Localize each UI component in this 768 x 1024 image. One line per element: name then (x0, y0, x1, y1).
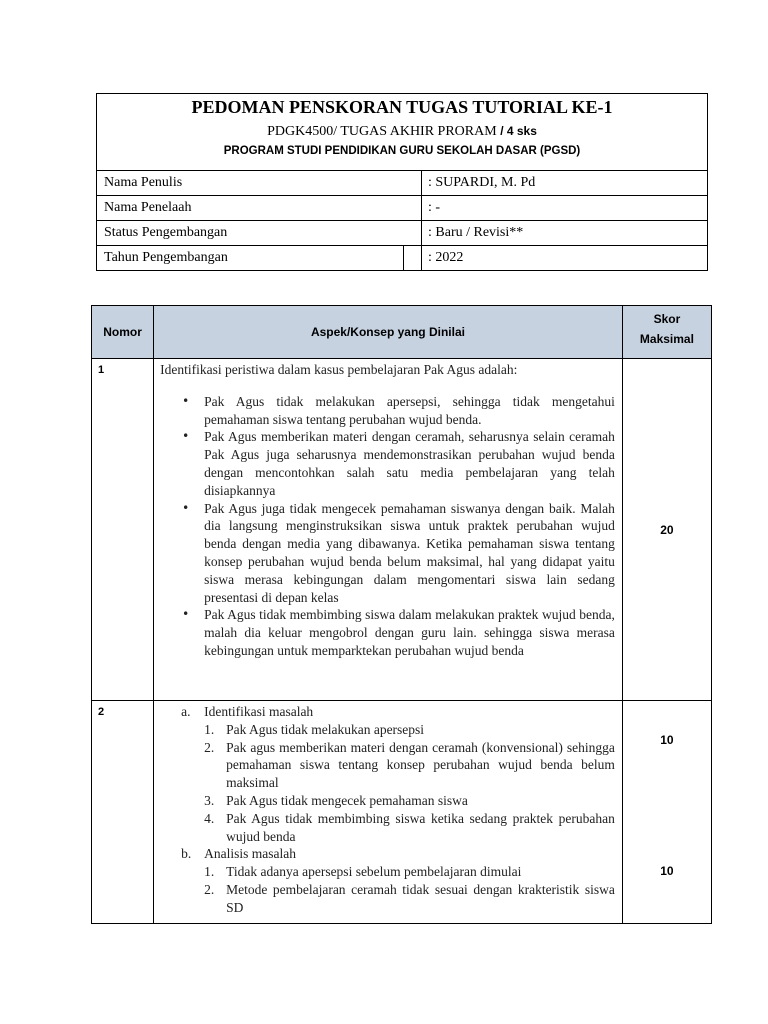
table-row (92, 701, 712, 924)
header-nomor: Nomor (92, 306, 154, 359)
list-item (160, 881, 615, 917)
column-divider (403, 246, 404, 271)
info-label: Tahun Pengembangan (104, 250, 228, 265)
item-number: 2. (204, 881, 215, 897)
item-text: Pak Agus tidak mengecek pemahaman siswa (226, 792, 468, 808)
document-title: PEDOMAN PENSKORAN TUGAS TUTORIAL KE-1 (191, 97, 613, 117)
info-value: : - (428, 200, 441, 215)
list-item (160, 863, 615, 881)
list-item (160, 810, 615, 846)
score-value: 10 (660, 733, 674, 747)
list-item: • Pak Agus tidak melakukan apersepsi, sehingga tidak mengetahui pemahaman siswa tentang perubahan wujud benda. (160, 393, 615, 429)
column-divider (421, 196, 422, 220)
header-aspek: Aspek/Konsep yang Dinilai (154, 306, 623, 359)
course-subtitle (97, 122, 707, 141)
info-row-tahun (97, 246, 707, 271)
list-item (160, 721, 615, 739)
item-text: Pak agus memberikan materi dengan ceramah (konvensional) sehingga pemahaman siswa tentang konsep perubahan wujud benda belum maksimal (226, 739, 615, 791)
item-text: Tidak adanya apersepsi sebelum pembelajaran dimulai (226, 864, 522, 880)
section-identifikasi (160, 703, 615, 721)
info-value: : Baru / Revisi** (428, 225, 524, 240)
score-cell (622, 359, 711, 701)
score-value: 20 (660, 522, 674, 537)
info-label: Nama Penulis (104, 175, 183, 190)
numbered-list (160, 863, 615, 916)
course-credits: / 4 sks (500, 124, 537, 138)
column-divider (421, 171, 422, 195)
table-row (92, 359, 712, 701)
section-title: Analisis masalah (204, 846, 296, 862)
section-marker: b. (181, 846, 192, 862)
list-item: • Pak Agus juga tidak mengecek pemahaman siswanya dengan baik. Malah dia langsung menginstruksikan siswa untuk praktek perubahan wujud benda dengan media yang dibawanya. Ketika pemahaman siswa tentang konsep perubahan wujud benda belum maksimal, hal yang didapat yaitu siswa merasa kebingungan dalam mengomentari siswa lain sedang presentasi di depan kelas (160, 500, 615, 607)
row-number: 1 (92, 359, 154, 701)
column-divider (421, 221, 422, 245)
score-value: 10 (660, 864, 674, 878)
list-item (160, 792, 615, 810)
row-intro: Identifikasi peristiwa dalam kasus pembelajaran Pak Agus adalah: (160, 362, 518, 377)
aspect-cell (154, 359, 623, 701)
header-skor-line1: Skor (653, 312, 681, 326)
header-skor-line2: Maksimal (639, 332, 694, 346)
title-area (97, 94, 707, 171)
bullet-list (160, 393, 615, 660)
item-text: Pak Agus tidak melakukan apersepsi (226, 721, 425, 737)
info-label: Status Pengembangan (104, 225, 228, 240)
column-divider (421, 246, 422, 271)
item-number: 2. (204, 739, 215, 755)
list-item: • Pak Agus tidak membimbing siswa dalam melakukan praktek wujud benda, malah dia keluar mengobrol dengan guru lain. sehingga siswa merasa kebingungan untuk memparktekan perubahan wujud benda (160, 606, 615, 659)
item-number: 4. (204, 810, 215, 826)
document-header (96, 93, 708, 271)
item-number: 1. (204, 864, 215, 880)
info-row-status (97, 221, 707, 246)
info-row-penelaah (97, 196, 707, 221)
row-number: 2 (92, 701, 154, 924)
aspect-cell (154, 701, 623, 924)
program-name: PROGRAM STUDI PENDIDIKAN GURU SEKOLAH DASAR (PGSD) (223, 145, 581, 157)
info-value: : 2022 (428, 250, 464, 265)
item-number: 3. (204, 792, 215, 808)
course-code: PDGK4500/ TUGAS AKHIR PRORAM (267, 124, 501, 139)
item-number: 1. (204, 721, 215, 737)
info-label: Nama Penelaah (104, 200, 192, 215)
numbered-list (160, 721, 615, 846)
section-marker: a. (181, 704, 191, 719)
header-skor (622, 306, 711, 359)
section-title: Identifikasi masalah (204, 704, 314, 719)
list-item (160, 739, 615, 792)
item-text: Metode pembelajaran ceramah tidak sesuai dengan krakteristik siswa SD (226, 881, 615, 915)
item-text: Pak Agus tidak membimbing siswa ketika sedang praktek perubahan wujud benda (226, 810, 615, 844)
list-item: • Pak Agus memberikan materi dengan ceramah, seharusnya selain ceramah Pak Agus juga seharusnya mendemonstrasikan perubahan wujud benda dengan mencontohkan salah satu media pembelajaran yang telah disiapkannya (160, 428, 615, 499)
scoring-table (91, 305, 712, 924)
info-row-penulis (97, 171, 707, 196)
info-value: : SUPARDI, M. Pd (428, 175, 536, 190)
section-analisis (160, 845, 615, 863)
table-header-row (92, 306, 712, 359)
score-cell (622, 701, 711, 924)
